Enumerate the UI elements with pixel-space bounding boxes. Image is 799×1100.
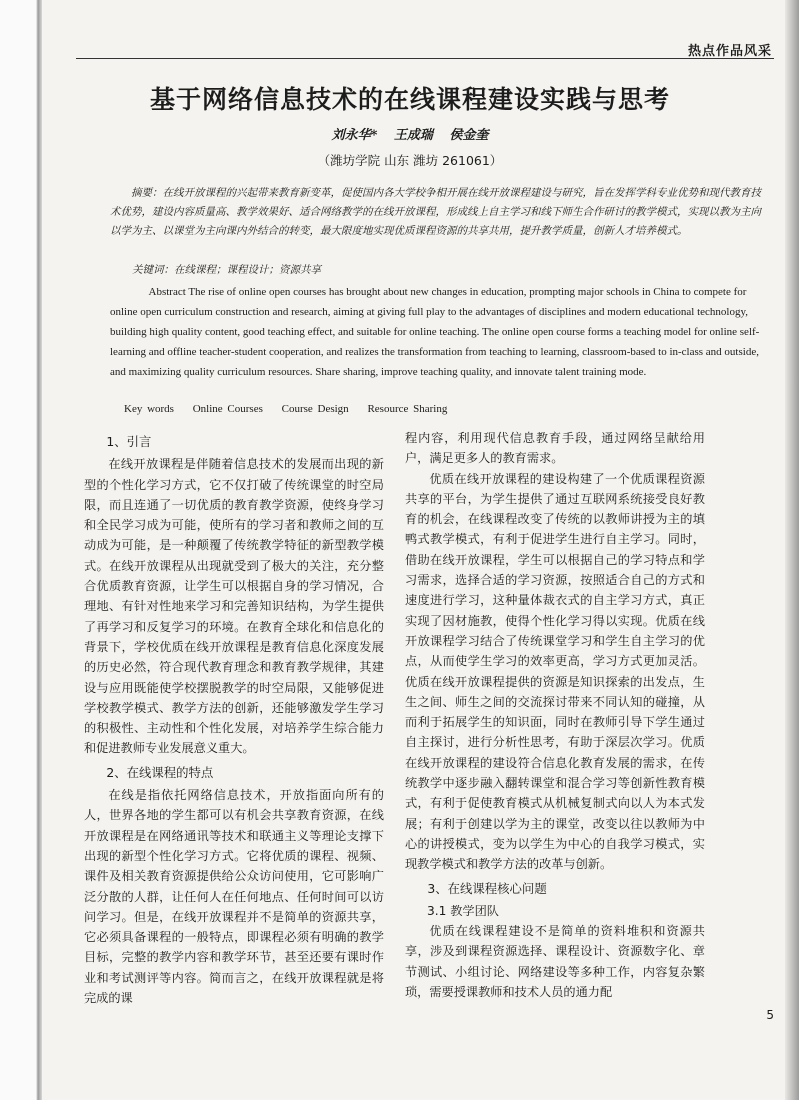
body-column-left: [84, 428, 384, 1008]
scan-edge-right: [785, 0, 799, 1100]
page-number: 5: [766, 1008, 774, 1022]
keywords-english: [124, 403, 461, 415]
article-title: 基于网络信息技术的在线课程建设实践与思考: [149, 85, 670, 114]
abstract-english: Abstract The rise of online open courses has brought about new changes in education, prompting major schools in China to compete for online open curriculum construction and research, aiming at giving full play to the advantages of disciplines and modern educational technology, building high quality content, good teaching effect, and suitable for online teaching. The online open course forms a teaching model for online self-learning and offline teacher-student cooperation, and realizes the transformation from teaching to learning, classroom-based to in-class and outside, and maximizing quality curriculum resources. Share sharing, improve teaching quality, and innovate talent training mode.: [110, 286, 760, 378]
keyword-item: Online Courses: [192, 403, 263, 415]
paragraph: 优质在线课程建设不是简单的资料堆积和资源共享，涉及到课程资源选择、课程设计、资源数字化、章节测试、小组讨论、网络建设等多种工作，内容复杂繁琐，需要授课教师和技术人员的通力配: [405, 924, 705, 1000]
subsection-heading-teaching-team: 3.1 教学团队: [426, 903, 499, 918]
section-heading-core-issues: 3、在线课程核心问题: [427, 880, 547, 896]
paragraph: 在线是指依托网络信息技术，开放指面向所有的人，世界各地的学生都可以有机会共享教育资源，在线开放课程是在网络通讯等技术和联通主义等理论支撑下出现的新型个性化学习方式。它将优质的课程、视频、课件及相关教育资源提供给公众访问使用，它可影响广泛分散的人群，让任何人在任何地点、任何时间可以访问学习。但是，在线开放课程并不是简单的资源共享，它必须具备课程的一般特点，即课程必须有明确的教学目标，完整的教学内容和教学环节，甚至还要有课时作业和考试测评等内容。简而言之，在线开放课程就是将完成的课: [84, 788, 384, 1006]
header-rule: [76, 58, 774, 59]
keyword-item: Course Design: [281, 403, 349, 415]
running-header: 热点作品风采: [687, 44, 772, 59]
section-heading-introduction: 1、引言: [106, 434, 152, 449]
abstract-chinese: 摘要：在线开放课程的兴起带来教育新变革，促使国内各大学校争相开展在线开放课程建设与研究，旨在发挥学科专业优势和现代教育技术优势，建设内容质量高、教学效果好、适合网络教学的在线开放课程，形成线上自主学习和线下师生合作研讨的教学模式，实现以教为主向以学为主、以课堂为主向课内外结合的转变，最大限度地实现优质课程资源的共享共用，提升教学质量，创新人才培养模式。: [110, 187, 761, 237]
section-heading-features: 2、在线课程的特点: [106, 764, 214, 780]
keywords-english-label: Key words: [124, 403, 174, 415]
article-affiliation: （潍坊学院 山东 潍坊 261061）: [317, 153, 503, 168]
paragraph-continued: 程内容，利用现代信息教育手段，通过网络呈献给用户，满足更多人的教育需求。: [405, 431, 705, 466]
article-authors: 刘永华* 王成瑞 侯金奎: [331, 128, 489, 143]
paragraph: 优质在线开放课程的建设构建了一个优质课程资源共享的平台，为学生提供了通过互联网系统接受良好教育的机会，在线课程改变了传统的以教师讲授为主的填鸭式教学模式，有利于促进学生进行自主学习。同时，借助在线开放课程，学生可以根据自己的学习特点和学习需求，选择合适的学习资源，按照适合自己的方式和速度进行学习，这种量体裁衣式的自主学习方式，真正实现了因材施教，使得个性化学习得以实现。优质在线开放课程学习结合了传统课堂学习和学生自主学习的优点，从而使学生学习的效率更高，学习方式更加灵活。优质在线开放课程提供的资源是知识探索的出发点，生生之间、师生之间的交流探讨带来不同认知的碰撞，从而利于拓展学生的知识面，同时在教师引导下学生通过自主探讨，进行分析性思考，有助于深层次学习。优质在线开放课程的建设符合信息化教育发展的需求，在传统教学中逐步融入翻转课堂和混合学习等创新性教育模式，有利于促使教育模式从机械复制式向以人为本式发展；有利于创建以学为主的课堂，改变以往以教师为中心的讲授模式，变为以学生为中心的自我学习模式，实现教学模式和教学方法的改革与创新。: [405, 471, 705, 872]
paragraph: 在线开放课程是伴随着信息技术的发展而出现的新型的个性化学习方式，它不仅打破了传统课堂的时空局限，而且连通了一切优质的教育教学资源，使终身学习和全民学习成为可能，使所有的学习者和教师之间的互动成为可能，是一种颠覆了传统教学特征的新型教学模式。在线开放课程从出现就受到了极大的关注，充分整合优质教育资源，让学生可以根据自身的学习情况，合理地、有针对性地来学习和完善知识结构，为学生提供了再学习和反复学习的环境。在教育全球化和信息化的背景下，学校优质在线开放课程是教育信息化深度发展的历史必然，符合现代教育理念和教育教学规律，其建设与应用既能使学校摆脱教学的时空局限，又能够促进学校教学模式、教学方法的创新，还能够激发学生学习的积极性、主动性和个性化发展，对培养学生综合能力和促进教师专业发展意义重大。: [84, 457, 384, 756]
scan-edge-left: [0, 0, 42, 1100]
body-column-right: [405, 428, 705, 1002]
journal-page: [60, 0, 774, 1100]
keyword-item: Resource Sharing: [367, 403, 448, 415]
keywords-chinese: 关键词：在线课程；课程设计；资源共享: [132, 264, 321, 276]
